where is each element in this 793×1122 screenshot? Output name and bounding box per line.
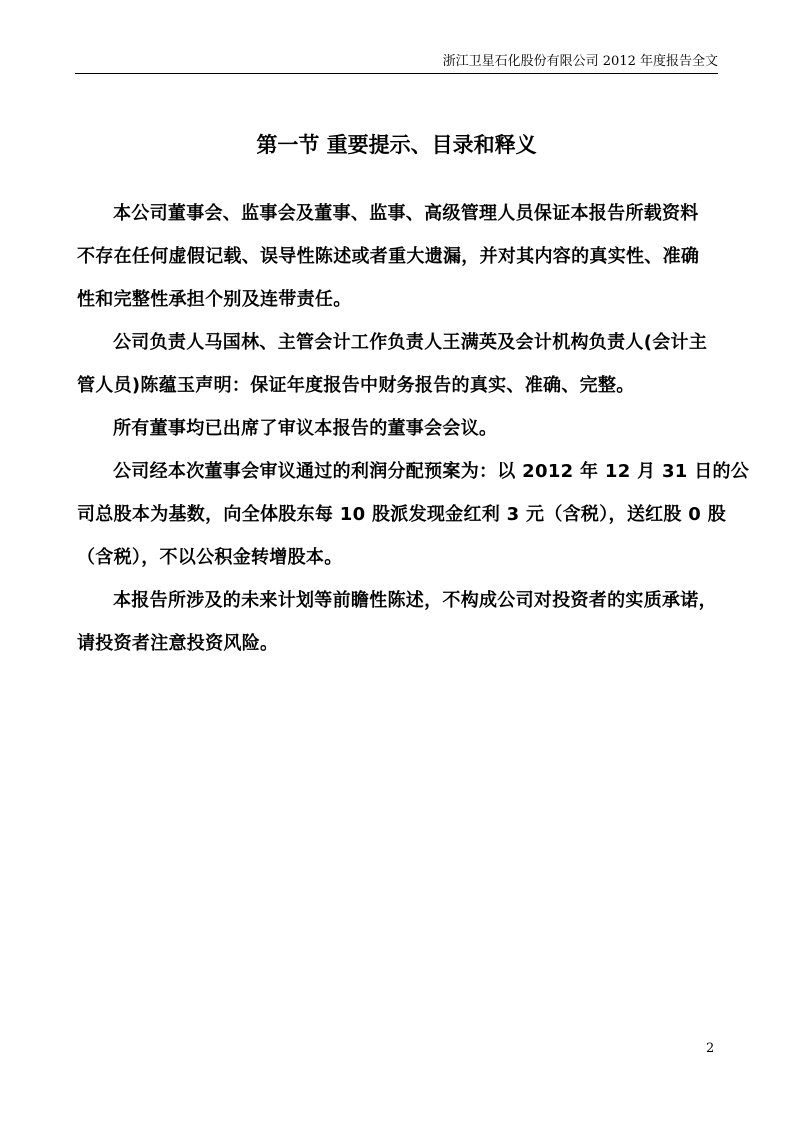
paragraph-line: 公司经本次董事会审议通过的利润分配预案为：以 2012 年 12 月 31 日的公 — [113, 461, 750, 482]
header-rule — [75, 73, 718, 74]
section-title: 第一节 重要提示、目录和释义 — [256, 133, 537, 157]
paragraph-line: 不存在任何虚假记载、误导性陈述或者重大遗漏，并对其内容的真实性、准确 — [77, 246, 700, 267]
paragraph-line: 性和完整性承担个别及连带责任。 — [77, 289, 352, 310]
paragraph-officer-declaration — [77, 327, 717, 413]
paragraph-line: 管人员)陈蕴玉声明：保证年度报告中财务报告的真实、准确、完整。 — [77, 375, 635, 396]
body-text — [77, 198, 750, 671]
paragraph-profit-distribution — [77, 456, 750, 585]
paragraph-responsibility-statement — [77, 198, 717, 327]
paragraph-risk-warning — [77, 585, 717, 671]
running-header: 浙江卫星石化股份有限公司 2012 年度报告全文 — [442, 54, 718, 69]
paragraph-line: 公司负责人马国林、主管会计工作负责人王满英及会计机构负责人(会计主 — [113, 332, 708, 353]
paragraph-line: 所有董事均已出席了审议本报告的董事会会议。 — [113, 418, 498, 439]
paragraph-line: 本报告所涉及的未来计划等前瞻性陈述，不构成公司对投资者的实质承诺， — [113, 590, 717, 611]
page-number: 2 — [706, 1041, 715, 1056]
paragraph-board-attendance — [77, 413, 717, 456]
paragraph-line: （含税），不以公积金转增股本。 — [77, 547, 343, 568]
paragraph-line: 请投资者注意投资风险。 — [77, 633, 279, 654]
paragraph-line: 本公司董事会、监事会及董事、监事、高级管理人员保证本报告所载资料 — [113, 203, 699, 224]
paragraph-line: 司总股本为基数，向全体股东每 10 股派发现金红利 3 元（含税），送红股 0 股 — [77, 504, 726, 525]
